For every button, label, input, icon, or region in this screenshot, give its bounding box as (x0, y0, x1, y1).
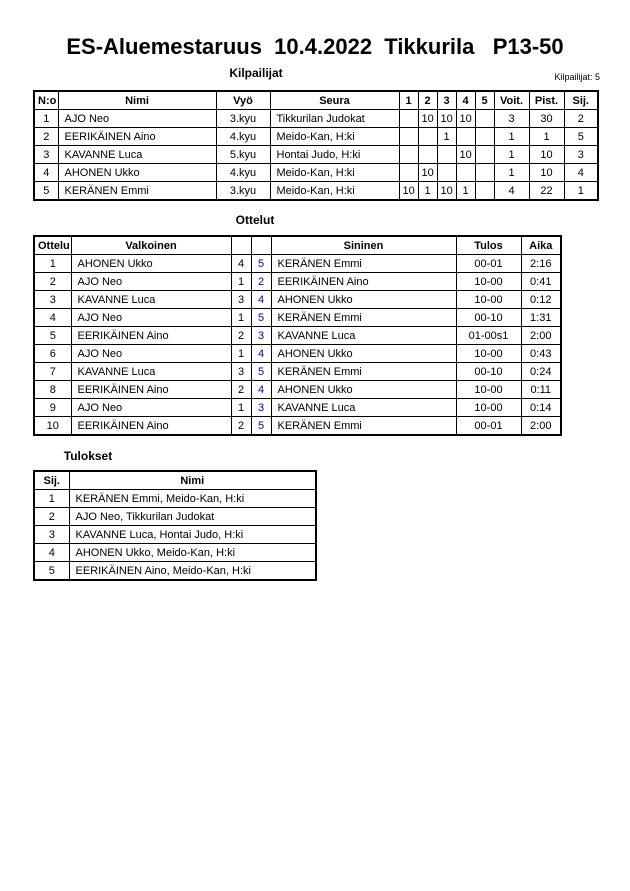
score-vs-1-cell (399, 110, 418, 128)
match-number-cell: 4 (34, 309, 71, 327)
section-heading-tulokset: Tulokset (63, 449, 113, 463)
score-vs-2-cell (418, 128, 437, 146)
score-vs-5-cell (475, 110, 494, 128)
white-player-cell: AHONEN Ukko (71, 255, 231, 273)
white-number-cell: 1 (231, 273, 251, 291)
blue-player-cell: KERÄNEN Emmi (271, 255, 456, 273)
score-vs-5-cell (475, 146, 494, 164)
score-vs-1-cell (399, 146, 418, 164)
competitor-number-cell: 1 (34, 110, 58, 128)
column-header-sij: Sij. (34, 471, 69, 490)
matches-header-row (34, 236, 561, 255)
match-result-cell: 10-00 (456, 291, 521, 309)
match-time-cell: 1:31 (521, 309, 561, 327)
score-vs-4-cell (456, 164, 475, 182)
blue-player-cell: KAVANNE Luca (271, 327, 456, 345)
column-header-no: N:o (34, 91, 58, 110)
column-header-sij: Sij. (564, 91, 598, 110)
match-number-cell: 5 (34, 327, 71, 345)
match-result-cell: 00-01 (456, 417, 521, 436)
result-name-cell: EERIKÄINEN Aino, Meido-Kan, H:ki (69, 562, 316, 581)
competitor-number-cell: 4 (34, 164, 58, 182)
match-result-cell: 00-10 (456, 309, 521, 327)
points-cell: 10 (529, 164, 564, 182)
match-time-cell: 0:12 (521, 291, 561, 309)
competitors-table (33, 90, 599, 201)
competitor-row (34, 182, 598, 201)
match-number-cell: 10 (34, 417, 71, 436)
match-row (34, 255, 561, 273)
match-number-cell: 7 (34, 363, 71, 381)
white-number-cell: 1 (231, 345, 251, 363)
column-header-sininen: Sininen (271, 236, 456, 255)
column-header-valkoinen: Valkoinen (71, 236, 231, 255)
section-heading-kilpailijat: Kilpailijat (229, 66, 283, 80)
white-player-cell: AJO Neo (71, 399, 231, 417)
column-header-nimi: Nimi (58, 91, 216, 110)
match-number-cell: 3 (34, 291, 71, 309)
white-number-cell: 4 (231, 255, 251, 273)
match-row (34, 291, 561, 309)
placement-cell: 3 (564, 146, 598, 164)
competitor-row (34, 164, 598, 182)
competitor-row (34, 146, 598, 164)
blue-number-cell: 3 (251, 399, 271, 417)
result-name-cell: AJO Neo, Tikkurilan Judokat (69, 508, 316, 526)
score-vs-2-cell (418, 146, 437, 164)
white-player-cell: KAVANNE Luca (71, 291, 231, 309)
column-header-ottelu: Ottelu (34, 236, 71, 255)
blue-number-cell: 5 (251, 255, 271, 273)
competitor-belt-cell: 5.kyu (216, 146, 270, 164)
match-time-cell: 0:41 (521, 273, 561, 291)
column-header-1: 1 (399, 91, 418, 110)
score-vs-1-cell (399, 128, 418, 146)
points-cell: 10 (529, 146, 564, 164)
points-cell: 1 (529, 128, 564, 146)
competitor-club-cell: Meido-Kan, H:ki (270, 164, 399, 182)
competitor-belt-cell: 3.kyu (216, 110, 270, 128)
result-placement-cell: 1 (34, 490, 69, 508)
score-vs-2-cell: 10 (418, 110, 437, 128)
score-vs-3-cell: 1 (437, 128, 456, 146)
column-header-aika: Aika (521, 236, 561, 255)
match-time-cell: 0:24 (521, 363, 561, 381)
white-player-cell: EERIKÄINEN Aino (71, 327, 231, 345)
wins-cell: 1 (494, 128, 529, 146)
competitor-belt-cell: 3.kyu (216, 182, 270, 201)
column-header-voit: Voit. (494, 91, 529, 110)
competitor-belt-cell: 4.kyu (216, 128, 270, 146)
match-time-cell: 2:00 (521, 327, 561, 345)
blue-player-cell: KERÄNEN Emmi (271, 363, 456, 381)
placement-cell: 5 (564, 128, 598, 146)
competitor-number-cell: 2 (34, 128, 58, 146)
results-table (33, 470, 317, 581)
wins-cell: 1 (494, 146, 529, 164)
white-player-cell: AJO Neo (71, 273, 231, 291)
score-vs-2-cell: 1 (418, 182, 437, 201)
match-row (34, 381, 561, 399)
score-vs-5-cell (475, 182, 494, 201)
match-number-cell: 1 (34, 255, 71, 273)
points-cell: 30 (529, 110, 564, 128)
column-header-seura: Seura (270, 91, 399, 110)
white-number-cell: 2 (231, 381, 251, 399)
match-row (34, 309, 561, 327)
match-time-cell: 0:14 (521, 399, 561, 417)
match-time-cell: 2:00 (521, 417, 561, 436)
score-vs-4-cell: 10 (456, 110, 475, 128)
match-row (34, 399, 561, 417)
result-row (34, 562, 316, 581)
column-header-vyo: Vyö (216, 91, 270, 110)
white-number-cell: 1 (231, 309, 251, 327)
wins-cell: 4 (494, 182, 529, 201)
column-header-4: 4 (456, 91, 475, 110)
result-row (34, 526, 316, 544)
wins-cell: 3 (494, 110, 529, 128)
score-vs-4-cell: 1 (456, 182, 475, 201)
blue-number-cell: 2 (251, 273, 271, 291)
matches-table (33, 235, 562, 436)
blue-number-cell: 3 (251, 327, 271, 345)
result-row (34, 490, 316, 508)
white-number-cell: 3 (231, 291, 251, 309)
column-header-tulos: Tulos (456, 236, 521, 255)
result-name-cell: KERÄNEN Emmi, Meido-Kan, H:ki (69, 490, 316, 508)
white-number-cell: 2 (231, 417, 251, 436)
blue-number-cell: 4 (251, 381, 271, 399)
blue-player-cell: KERÄNEN Emmi (271, 309, 456, 327)
score-vs-1-cell: 10 (399, 182, 418, 201)
match-result-cell: 10-00 (456, 345, 521, 363)
column-header-pist: Pist. (529, 91, 564, 110)
result-placement-cell: 5 (34, 562, 69, 581)
score-vs-3-cell (437, 164, 456, 182)
competitors-header-row (34, 91, 598, 110)
match-result-cell: 01-00s1 (456, 327, 521, 345)
placement-cell: 1 (564, 182, 598, 201)
match-result-cell: 10-00 (456, 381, 521, 399)
match-result-cell: 10-00 (456, 399, 521, 417)
blue-number-cell: 5 (251, 363, 271, 381)
competitor-name-cell: KAVANNE Luca (58, 146, 216, 164)
page-title: ES-Aluemestaruus 10.4.2022 Tikkurila P13-50 (66, 34, 564, 59)
match-result-cell: 00-01 (456, 255, 521, 273)
white-player-cell: EERIKÄINEN Aino (71, 417, 231, 436)
competitors-count-label: Kilpailijat: 5 (554, 72, 600, 82)
blue-player-cell: KAVANNE Luca (271, 399, 456, 417)
competitor-club-cell: Hontai Judo, H:ki (270, 146, 399, 164)
result-placement-cell: 3 (34, 526, 69, 544)
result-placement-cell: 2 (34, 508, 69, 526)
score-vs-3-cell: 10 (437, 110, 456, 128)
results-header-row (34, 471, 316, 490)
score-vs-1-cell (399, 164, 418, 182)
competitor-row (34, 128, 598, 146)
match-number-cell: 8 (34, 381, 71, 399)
blue-player-cell: AHONEN Ukko (271, 291, 456, 309)
match-number-cell: 9 (34, 399, 71, 417)
competitor-name-cell: KERÄNEN Emmi (58, 182, 216, 201)
column-header-3: 3 (437, 91, 456, 110)
match-time-cell: 2:16 (521, 255, 561, 273)
match-row (34, 327, 561, 345)
competitor-row (34, 110, 598, 128)
white-number-cell: 1 (231, 399, 251, 417)
result-placement-cell: 4 (34, 544, 69, 562)
column-header-blue-nro (251, 236, 271, 255)
match-row (34, 363, 561, 381)
white-player-cell: EERIKÄINEN Aino (71, 381, 231, 399)
match-result-cell: 10-00 (456, 273, 521, 291)
blue-player-cell: AHONEN Ukko (271, 345, 456, 363)
white-number-cell: 3 (231, 363, 251, 381)
match-number-cell: 2 (34, 273, 71, 291)
points-cell: 22 (529, 182, 564, 201)
blue-player-cell: KERÄNEN Emmi (271, 417, 456, 436)
white-player-cell: AJO Neo (71, 345, 231, 363)
match-row (34, 273, 561, 291)
competitor-name-cell: AHONEN Ukko (58, 164, 216, 182)
white-number-cell: 2 (231, 327, 251, 345)
wins-cell: 1 (494, 164, 529, 182)
column-header-2: 2 (418, 91, 437, 110)
match-row (34, 417, 561, 436)
section-heading-ottelut: Ottelut (235, 213, 275, 227)
placement-cell: 4 (564, 164, 598, 182)
match-time-cell: 0:11 (521, 381, 561, 399)
match-time-cell: 0:43 (521, 345, 561, 363)
match-row (34, 345, 561, 363)
competitor-number-cell: 5 (34, 182, 58, 201)
competitor-belt-cell: 4.kyu (216, 164, 270, 182)
column-header-nimi: Nimi (69, 471, 316, 490)
placement-cell: 2 (564, 110, 598, 128)
competitor-club-cell: Meido-Kan, H:ki (270, 128, 399, 146)
result-row (34, 544, 316, 562)
blue-number-cell: 5 (251, 309, 271, 327)
match-number-cell: 6 (34, 345, 71, 363)
score-vs-4-cell: 10 (456, 146, 475, 164)
competitor-name-cell: AJO Neo (58, 110, 216, 128)
competitor-club-cell: Tikkurilan Judokat (270, 110, 399, 128)
score-vs-4-cell (456, 128, 475, 146)
blue-player-cell: EERIKÄINEN Aino (271, 273, 456, 291)
white-player-cell: AJO Neo (71, 309, 231, 327)
score-vs-5-cell (475, 164, 494, 182)
match-result-cell: 00-10 (456, 363, 521, 381)
competitor-number-cell: 3 (34, 146, 58, 164)
blue-player-cell: AHONEN Ukko (271, 381, 456, 399)
score-vs-3-cell (437, 146, 456, 164)
blue-number-cell: 5 (251, 417, 271, 436)
column-header-white-nro (231, 236, 251, 255)
score-vs-5-cell (475, 128, 494, 146)
competitor-club-cell: Meido-Kan, H:ki (270, 182, 399, 201)
result-row (34, 508, 316, 526)
white-player-cell: KAVANNE Luca (71, 363, 231, 381)
blue-number-cell: 4 (251, 291, 271, 309)
blue-number-cell: 4 (251, 345, 271, 363)
competitor-name-cell: EERIKÄINEN Aino (58, 128, 216, 146)
score-vs-2-cell: 10 (418, 164, 437, 182)
score-vs-3-cell: 10 (437, 182, 456, 201)
column-header-5: 5 (475, 91, 494, 110)
result-name-cell: KAVANNE Luca, Hontai Judo, H:ki (69, 526, 316, 544)
result-name-cell: AHONEN Ukko, Meido-Kan, H:ki (69, 544, 316, 562)
